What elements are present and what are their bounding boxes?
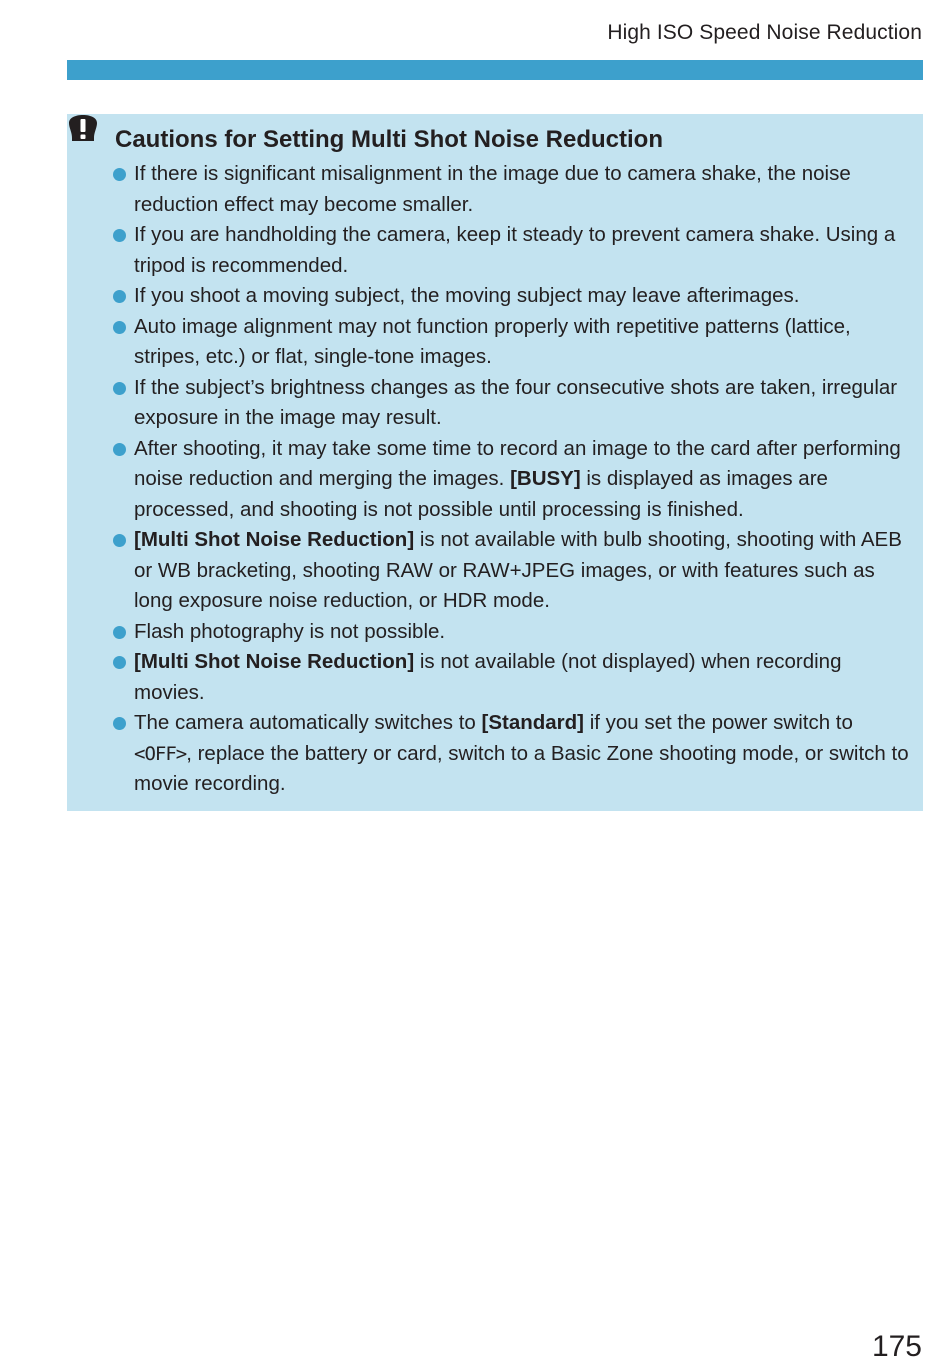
item-text: Auto image alignment may not function properly with repetitive patterns (lattice, stripes, etc.) or flat, single-tone images. <box>134 314 851 368</box>
bullet-dot <box>113 534 126 547</box>
bullet-dot <box>113 321 126 334</box>
bullet-dot <box>113 717 126 730</box>
page-number: 175 <box>871 1330 922 1363</box>
bullet-dot <box>113 290 126 303</box>
bullet-dot <box>113 168 126 181</box>
running-header-title: High ISO Speed Noise Reduction <box>607 21 922 44</box>
item-text: , replace the battery or card, switch to a Basic Zone shooting mode, or switch to movie recording. <box>134 741 909 795</box>
item-text: If there is significant misalignment in the image due to camera shake, the noise reduction effect may become smaller. <box>134 162 851 216</box>
item-text: If the subject’s brightness changes as the four consecutive shots are taken, irregular exposure in the image may result. <box>134 375 898 429</box>
header-accent-bar <box>67 60 923 80</box>
caution-list <box>134 159 914 800</box>
list-item <box>134 647 914 708</box>
list-item <box>134 373 914 434</box>
item-text: is not available with bulb shooting, shooting with AEB or WB bracketing, shooting RAW or RAW+JPEG images, or with features such as long exposure noise reduction, or HDR mode. <box>134 528 902 612</box>
list-item <box>134 159 914 220</box>
menu-label: [Multi Shot Noise Reduction] <box>134 650 415 673</box>
off-switch-symbol: <OFF> <box>134 742 187 765</box>
list-item <box>134 312 914 373</box>
list-item <box>134 708 914 800</box>
item-text: After shooting, it may take some time to record an image to the card after performing noise reduction and merging the images. <box>134 436 901 490</box>
caution-panel <box>67 114 923 811</box>
bullet-dot <box>113 382 126 395</box>
list-item <box>134 220 914 281</box>
menu-label: [Standard] <box>481 711 584 734</box>
list-item <box>134 525 914 617</box>
item-text: The camera automatically switches to <box>134 711 482 734</box>
list-item <box>134 617 914 648</box>
bullet-dot <box>113 626 126 639</box>
bullet-dot <box>113 656 126 669</box>
busy-label: [BUSY] <box>510 467 581 490</box>
bullet-dot <box>113 443 126 456</box>
item-text: is displayed as images are processed, and shooting is not possible until processing is finished. <box>134 467 828 521</box>
menu-label: [Multi Shot Noise Reduction] <box>134 528 415 551</box>
item-text: Flash photography is not possible. <box>134 619 446 643</box>
item-text: is not available (not displayed) when recording movies. <box>134 650 842 704</box>
item-text: If you shoot a moving subject, the moving subject may leave afterimages. <box>134 284 800 307</box>
list-item <box>134 434 914 526</box>
item-text: if you set the power switch to <box>584 711 853 734</box>
bullet-dot <box>113 229 126 242</box>
caution-exclamation-icon <box>67 114 99 146</box>
item-text: If you are handholding the camera, keep it steady to prevent camera shake. Using a tripod is recommended. <box>134 223 896 277</box>
list-item <box>134 281 914 312</box>
caution-title: Cautions for Setting Multi Shot Noise Reduction <box>115 126 663 153</box>
